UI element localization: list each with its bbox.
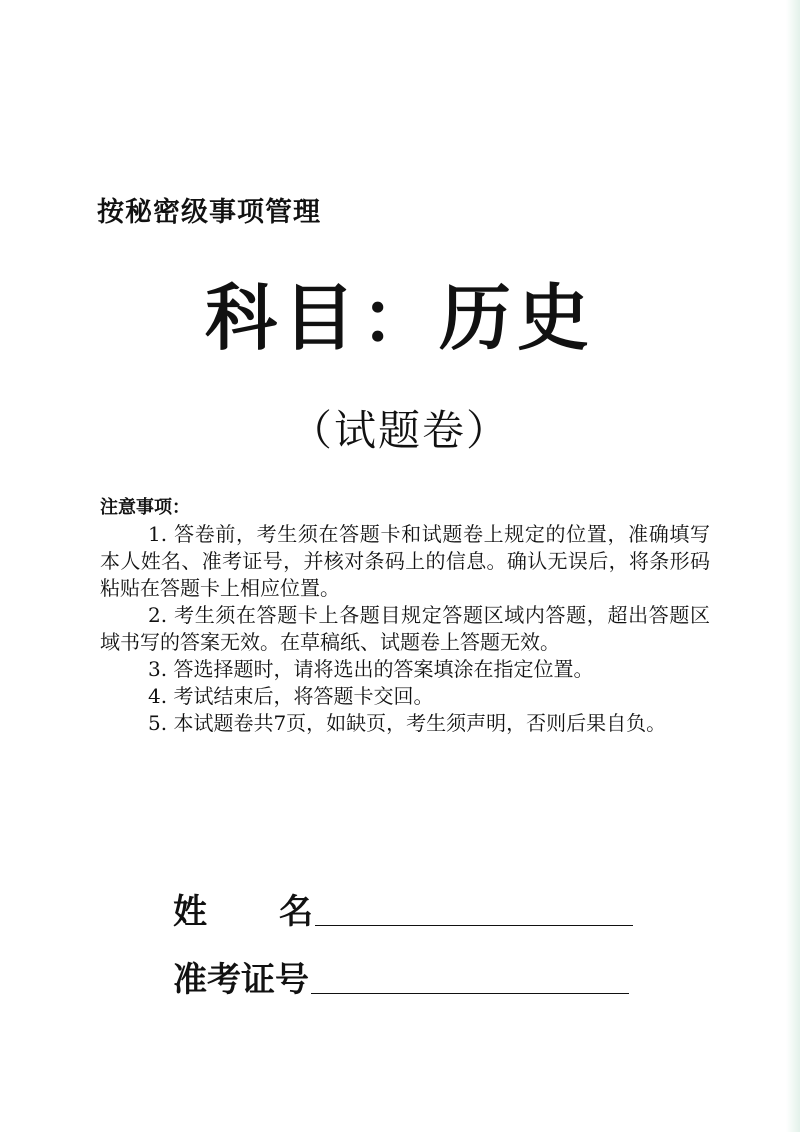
notice-item-3: 3. 答选择题时，请将选出的答案填涂在指定位置。 [148,657,594,681]
notice-item-2: 2. 考生须在答题卡上各题目规定答题区域内答题，超出答题区域书写的答案无效。在草稿纸、试题卷上答题无效。 [100,603,710,654]
notice-section [100,495,710,737]
exam-id-blank-line[interactable] [311,993,629,994]
page-edge-shadow [786,0,800,1132]
notice-heading: 注意事项： [100,497,190,518]
notice-item-1: 1. 答卷前，考生须在答题卡和试题卷上规定的位置，准确填写本人姓名、准考证号，并核对条码上的信息。确认无误后，将条形码粘贴在答题卡上相应位置。 [100,522,710,600]
notice-item-5: 5. 本试题卷共7页，如缺页，考生须声明，否则后果自负。 [148,711,667,735]
name-label-second-char: 名 [279,892,313,932]
name-label-first-char: 姓 [173,892,207,932]
exam-id-label: 准考证号 [173,960,309,1000]
subject-title: 科目：历史 [204,275,595,360]
exam-id-field-row [173,958,629,1002]
name-blank-line[interactable] [315,925,633,926]
notice-item-4: 4. 考试结束后，将答题卡交回。 [148,684,434,708]
classification-label: 按秘密级事项管理 [97,197,321,228]
name-label [173,890,313,934]
name-field-row [173,890,633,934]
paper-type-title: （试题卷） [289,406,510,455]
